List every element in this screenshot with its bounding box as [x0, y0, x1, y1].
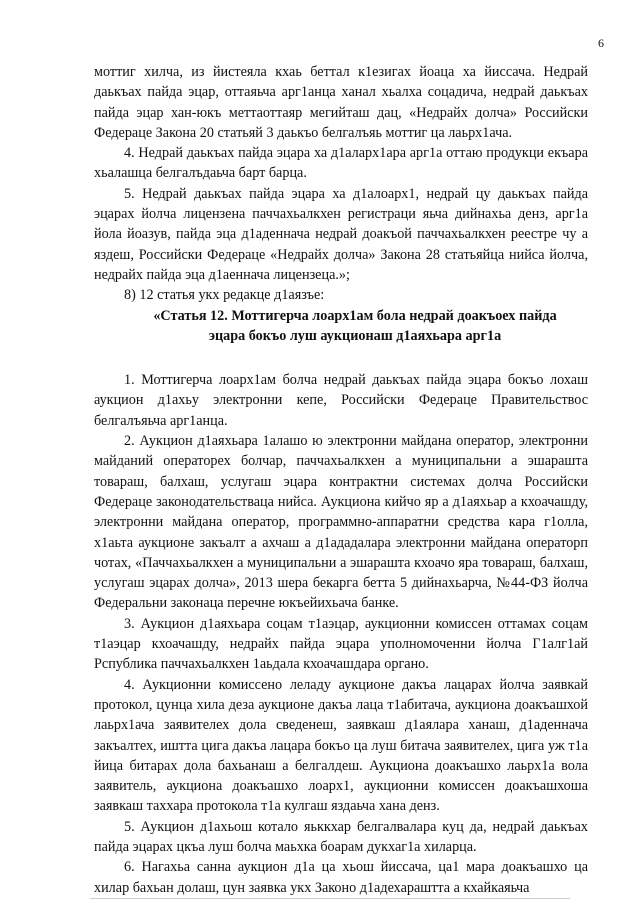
scan-footer-line: [90, 898, 570, 899]
paragraph-item-4: 4. Недрай даькъах пайда эцара ха д1аларх1ара арг1а оттаю продукци екъара хьалашца белгалъдаьча барт барца.: [94, 145, 588, 182]
article-point-6: 6. Нагахьа санна аукцион д1а ца хьош йиссача, ца1 мара доакъашхо ца хилар бахьан долаш, цун заявка укх Законо д1адехараштта а кхайкаяьча: [94, 859, 588, 896]
article-point-2: 2. Аукцион д1аяхьара 1алашо ю электронни майдана оператор, электронни майданий операторех болчар, паччахьалкхен а муниципальни а эшарашта товараш, балхаш, услугаш эцара контрактни системах долча Российски Федераце законодательстваца нийса. Аукциона кийчо яр а д1аяхьар а кхоачашду, электронни майдана оператор, программно-аппаратни средства кара г1олла, х1аьта аукционе закъалт а ахчаш а д1ададалара электронни майдана операторп чотах, «Паччахьалкхен а муниципальни а эшарашта кхоачо яра товараш, балхаш, услугаш эцарах долча», 2013 шера бекарга бетта 5 дийнахьарча, №44-ФЗ йолча Федеральни законаца перечне юкъейихьача банке.: [94, 433, 588, 612]
paragraph-item-5: 5. Недрай даькъах пайда эцара ха д1алоарх1, недрай цу даькъах пайда эцарах йолча лицензена паччахьалкхен регистраци яьча дийнахьа денз, арг1а йола йоазув, пайда эца д1аденнача недрай доакъой паччахьалкхен реестре чу а яздеш, Российски Федераце «Недрайх долча» Закона 28 статьяйца нийса йолча, недрайх пайда эца д1аеннача лицензеца.»;: [94, 185, 588, 283]
article-heading-line-2: эцара бокъо луш аукционаш д1аяхьара арг1а: [208, 327, 502, 344]
article-heading-line-1: «Статья 12. Моттигерча лоарх1ам бола недрай доакъоех пайда: [153, 307, 557, 324]
article-point-5: 5. Аукцион д1ахьош котало яьккхар белгалвалара куц да, недрай даькъах пайда эцарах цкъа луш болча маьхка боарам дукхаг1а хиларца.: [94, 818, 588, 855]
document-body: [94, 62, 588, 898]
article-point-3: 3. Аукцион д1аяхьара соцам т1аэцар, аукционни комиссен оттамах соцам т1аэцар кхоачашду, недрайх пайда эцара уполномоченни йолча Г1алг1ай Рспублика паччахьалкхен 1аьдала кхоачашдара органо.: [94, 615, 588, 673]
spacer: [94, 346, 588, 370]
article-point-4: 4. Аукционни комиссено леладу аукционе дакъа лацарах йолча заявкай протокол, цунца хила деза аукционе дакъа лаца т1абитача, аукциона доакъашхой лаьрх1ача заявителех дола сведенеш, заявкаш д1аялара ханаш, д1аденнача закъалтех, иштта цига дакъа лацара бокъо ца луш битача заявителех, цига уж т1а йица битарах дола бахьанаш а белгалдеш. Аукциона доакъашхо лаьрх1а вола заявитель, аукциона доакъашхо лоарх1, аукционни комиссен доакъашхоша заявкаш таххара протокола т1а кулгаш яздаьча хана денз.: [94, 676, 588, 815]
page-number: 6: [598, 36, 604, 50]
paragraph-amendment-8: 8) 12 статья укх редакце д1аязъе:: [124, 287, 325, 304]
article-point-1: 1. Моттигерча лоарх1ам болча недрай даькъах пайда эцара бокъо лохаш аукцион д1ахьу электронни кепе, Российски Федераце Правительствос белгалъяьча арг1анца.: [94, 372, 588, 429]
paragraph-continuation: моттиг хилча, из йистеяла кхаь беттал к1езигах йоаца ха йиссача. Недрай даькъах пайда эцар, оттаяьча арг1анца ханал хьалха соцадича, недрай даькъах пайда эцар хан-юкъ меттаоттаяр мегийташ дац, «Недрайх долча» Российски Федераце Закона 20 статьяй 3 даькъо белгалъяь моттиг ца лаьрх1ача.: [94, 64, 588, 141]
